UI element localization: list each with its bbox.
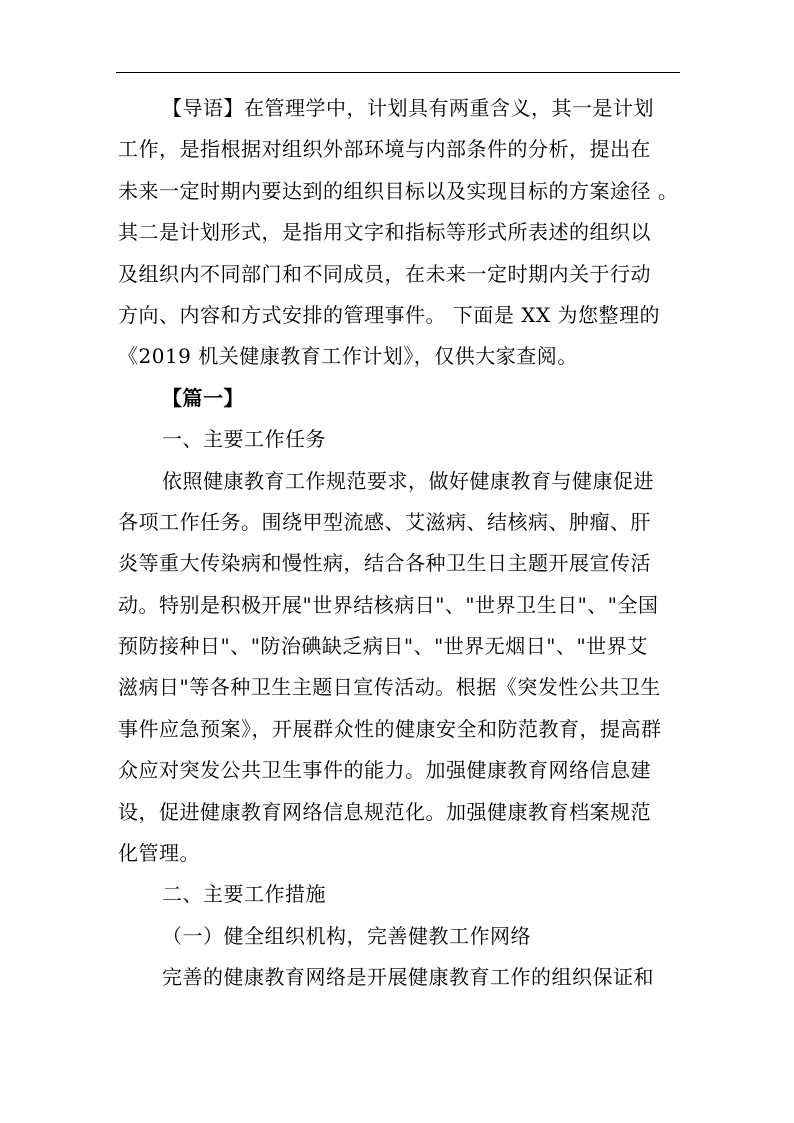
- intro-line-2: 工作，是指根据对组织外部环境与内部条件的分析，提出在: [118, 137, 651, 162]
- tasks-line-5: 预防接种日"、"防治碘缺乏病日"、"世界无烟日"、"世界艾: [118, 634, 648, 659]
- intro-line-4: 其二是计划形式，是指用文字和指标等形式所表述的组织以: [118, 220, 651, 245]
- intro-line-1: 【导语】在管理学中，计划具有两重含义，其一是计划: [162, 96, 654, 120]
- intro-line-6: 方向、内容和方式安排的管理事件。 下面是 XX 为您整理的: [118, 302, 661, 327]
- tasks-line-1: 依照健康教育工作规范要求，做好健康教育与健康促进: [162, 468, 654, 493]
- tasks-line-6: 滋病日"等各种卫生主题日宣传活动。根据《突发性公共卫生: [118, 675, 661, 700]
- document-body: [118, 88, 684, 999]
- subheading-main-tasks: 一、主要工作任务: [162, 427, 326, 452]
- tasks-line-8: 众应对突发公共卫生事件的能力。加强健康教育网络信息建: [118, 758, 651, 783]
- section-heading: 【篇一】: [162, 385, 244, 410]
- intro-line-7: 《2019 机关健康教育工作计划》，仅供大家查阅。: [118, 344, 578, 369]
- tasks-line-4: 动。特别是积极开展"世界结核病日"、"世界卫生日"、"全国: [118, 592, 659, 617]
- intro-line-3: 未来一定时期内要达到的组织目标以及实现目标的方案途径 。: [118, 178, 679, 203]
- tasks-line-2: 各项工作任务。围绕甲型流感、艾滋病、结核病、肿瘤、肝: [118, 509, 651, 534]
- tasks-line-7: 事件应急预案》，开展群众性的健康安全和防范教育，提高群: [118, 716, 662, 741]
- tasks-line-10: 化管理。: [118, 841, 200, 866]
- tasks-line-9: 设，促进健康教育网络信息规范化。加强健康教育档案规范: [118, 799, 651, 824]
- subheading-organization: （一）健全组织机构，完善健教工作网络: [162, 923, 531, 948]
- subheading-main-measures: 二、主要工作措施: [162, 882, 326, 907]
- measures-line-1: 完善的健康教育网络是开展健康教育工作的组织保证和: [162, 965, 654, 990]
- header-rule: [116, 72, 680, 73]
- tasks-line-3: 炎等重大传染病和慢性病，结合各种卫生日主题开展宣传活: [118, 551, 651, 576]
- intro-line-5: 及组织内不同部门和不同成员，在未来一定时期内关于行动: [118, 261, 651, 286]
